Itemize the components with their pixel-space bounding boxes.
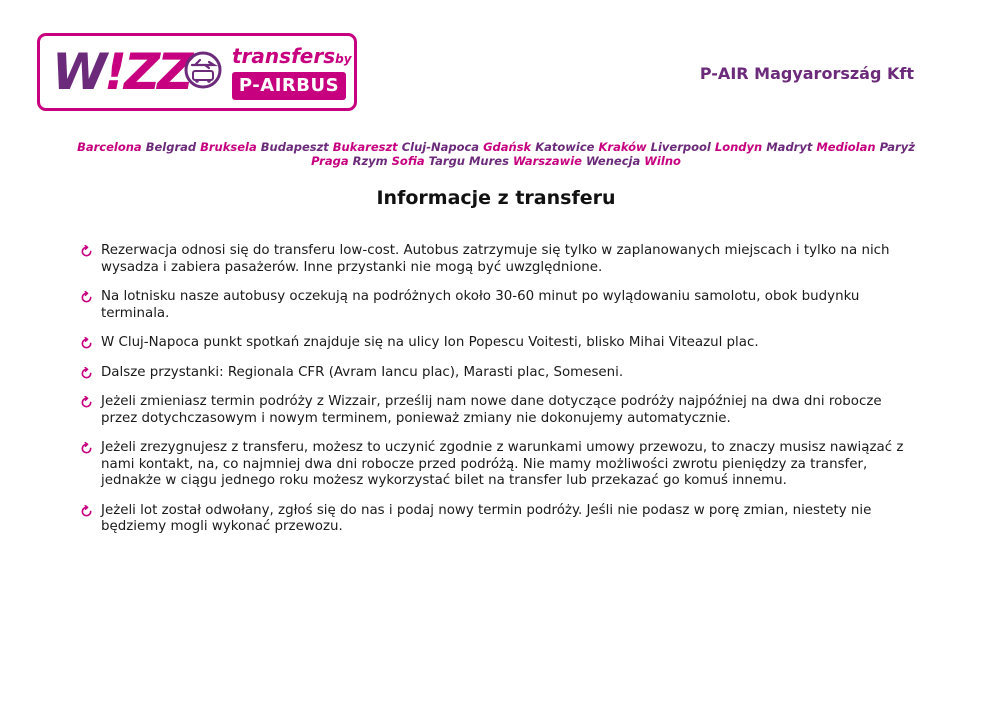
- info-list: [80, 243, 920, 549]
- city-name: Paryż: [879, 140, 915, 154]
- list-item-text: Rezerwacja odnosi się do transferu low-cost. Autobus zatrzymuje się tylko w zaplanowanych miejscach i tylko na nich wysadza i zabiera pasażerów. Inne przystanki nie mogą być uwzględnione.: [101, 243, 890, 275]
- city-name: Bukareszt: [332, 140, 398, 154]
- logo-partner: P-AIRBUS: [232, 72, 346, 100]
- refresh-bullet-icon: [80, 245, 93, 258]
- list-item-text: Jeżeli lot został odwołany, zgłoś się do nas i podaj nowy termin podróży. Jeśli nie podasz w porę zmian, niestety nie będziemy mogli wykonać przewozu.: [101, 502, 872, 534]
- list-item: [80, 365, 920, 382]
- list-item-text: W Cluj-Napoca punkt spotkań znajduje się na ulicy Ion Popescu Voitesti, blisko Mihai Viteazul plac.: [101, 335, 759, 350]
- list-item: [80, 335, 920, 352]
- city-name: Mediolan: [816, 140, 876, 154]
- city-name: Liverpool: [650, 140, 711, 154]
- logo-wizz-text: [52, 40, 190, 104]
- city-name: Wenecja: [585, 154, 641, 168]
- logo-w: W: [52, 43, 105, 101]
- list-item: [80, 243, 920, 276]
- city-name: Praga: [311, 154, 349, 168]
- city-list: [60, 140, 932, 168]
- company-name: P-AIR Magyarország Kft: [699, 64, 914, 83]
- refresh-bullet-icon: [80, 505, 93, 518]
- refresh-bullet-icon: [80, 367, 93, 380]
- refresh-bullet-icon: [80, 396, 93, 409]
- city-name: Kraków: [598, 140, 647, 154]
- list-item-text: Dalsze przystanki: Regionala CFR (Avram Iancu plac), Marasti plac, Someseni.: [101, 364, 624, 380]
- city-name: Wilno: [644, 154, 681, 168]
- refresh-bullet-icon: [80, 291, 93, 304]
- logo-izz: !ZZ: [104, 43, 191, 101]
- city-name: Bruksela: [200, 140, 257, 154]
- airplane-bus-icon: [183, 50, 223, 90]
- city-name: Gdańsk: [483, 140, 532, 154]
- city-name: Cluj-Napoca: [401, 140, 480, 154]
- city-name: Katowice: [535, 140, 595, 154]
- city-name: Belgrad: [145, 140, 197, 154]
- city-name: Barcelona: [77, 140, 142, 154]
- city-name: Warszawie: [512, 154, 582, 168]
- list-item: [80, 440, 920, 490]
- city-name: Rzym: [352, 154, 388, 168]
- city-name: Targu Mures: [428, 154, 509, 168]
- logo-transfers: transfers: [232, 44, 336, 68]
- city-name: Sofia: [391, 154, 425, 168]
- logo-transfers-by: [232, 44, 352, 71]
- list-item: [80, 503, 920, 536]
- city-name: Londyn: [714, 140, 763, 154]
- refresh-bullet-icon: [80, 337, 93, 350]
- list-item-text: Jeżeli zmieniasz termin podróży z Wizzair, prześlij nam nowe dane dotyczące podróży najpóźniej na dwa dni robocze przez dotychczasowym i nowym terminem, ponieważ zmiany nie dokonujemy automatycznie.: [101, 394, 882, 426]
- logo-by: by: [335, 52, 352, 66]
- city-name: Budapeszt: [260, 140, 329, 154]
- list-item: [80, 289, 920, 322]
- logo: [37, 33, 357, 111]
- list-item-text: Na lotnisku nasze autobusy oczekują na podróżnych około 30-60 minut po wylądowaniu samolotu, obok budynku terminala.: [101, 289, 860, 321]
- list-item: [80, 394, 920, 427]
- list-item-text: Jeżeli zrezygnujesz z transferu, możesz to uczynić zgodnie z warunkami umowy przewozu, to znaczy musisz nawiązać z nami kontakt, na, co najmniej dwa dni robocze przed podróżą. Nie mamy możliwości zwrotu pieniędzy za transfer, jednakże w ciągu jednego roku możesz wykorzystać bilet na transfer lub przekazać go komuś innemu.: [101, 440, 904, 488]
- refresh-bullet-icon: [80, 442, 93, 455]
- city-name: Madryt: [766, 140, 813, 154]
- page-title: Informacje z transferu: [376, 187, 616, 209]
